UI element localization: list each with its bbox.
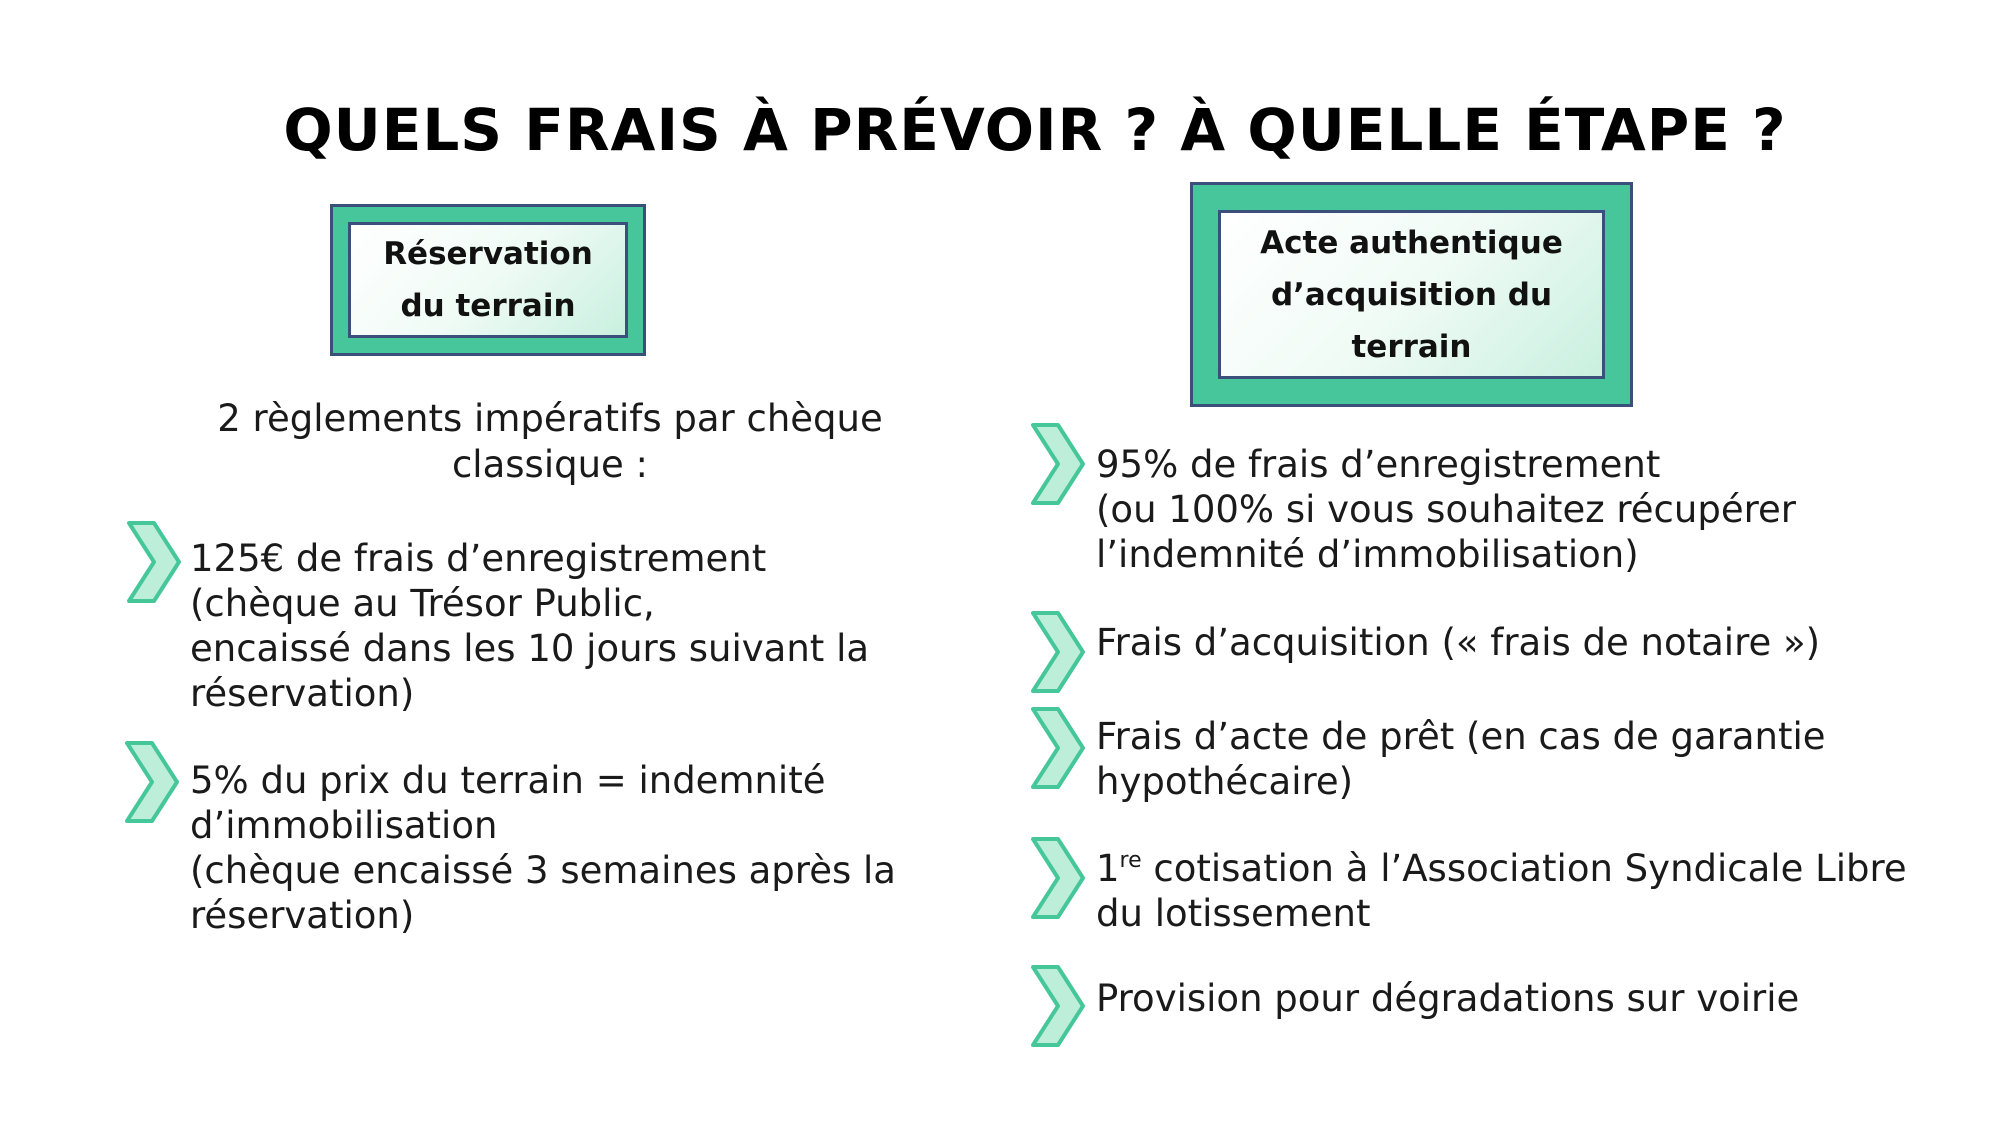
left-intro-text: 2 règlements impératifs par chèque classique : xyxy=(217,397,883,486)
bullet-text: 125€ de frais d’enregistrement (chèque au Trésor Public, encaissé dans les 10 jours suivant la réservation) xyxy=(190,537,870,715)
reservation-box xyxy=(330,204,646,356)
bullet-text: Frais d’acte de prêt (en cas de garantie hypothécaire) xyxy=(1096,715,1826,803)
right-bullet-3 xyxy=(1030,706,1826,804)
left-bullet-1 xyxy=(126,520,869,716)
right-bullet-1 xyxy=(1030,422,1796,577)
page-title: QUELS FRAIS À PRÉVOIR ? À QUELLE ÉTAPE ? xyxy=(283,96,1787,164)
chevron-right-icon xyxy=(1030,836,1086,920)
chevron-right-icon xyxy=(124,740,180,824)
ordinal-suffix: re xyxy=(1119,848,1142,873)
bullet-text: Frais d’acquisition (« frais de notaire ») xyxy=(1096,621,1821,664)
ordinal-number: 1 xyxy=(1096,847,1120,890)
chevron-right-icon xyxy=(1030,964,1086,1048)
chevron-right-icon xyxy=(1030,706,1086,790)
bullet-text: 95% de frais d’enregistrement (ou 100% si vous souhaitez récupérer l’indemnité d’immobilisation) xyxy=(1096,443,1796,576)
acte-authentique-box xyxy=(1190,182,1633,407)
bullet-text: 5% du prix du terrain = indemnité d’immobilisation (chèque encaissé 3 semaines après la réservation) xyxy=(190,759,896,937)
acte-authentique-box-title: Acte authentique d’acquisition du terrain xyxy=(1218,210,1605,379)
bullet-text-body: cotisation à l’Association Syndicale Libre du lotissement xyxy=(1096,847,1907,935)
right-bullet-2 xyxy=(1030,610,1820,665)
chevron-right-icon xyxy=(126,520,182,604)
bullet-text: Provision pour dégradations sur voirie xyxy=(1096,977,1800,1020)
reservation-box-title: Réservation du terrain xyxy=(348,222,628,338)
right-bullet-4 xyxy=(1030,836,1907,936)
chevron-right-icon xyxy=(1030,422,1086,506)
right-bullet-5 xyxy=(1030,964,1799,1021)
chevron-right-icon xyxy=(1030,610,1086,694)
left-bullet-2 xyxy=(124,740,896,938)
bullet-text xyxy=(1096,846,1907,936)
